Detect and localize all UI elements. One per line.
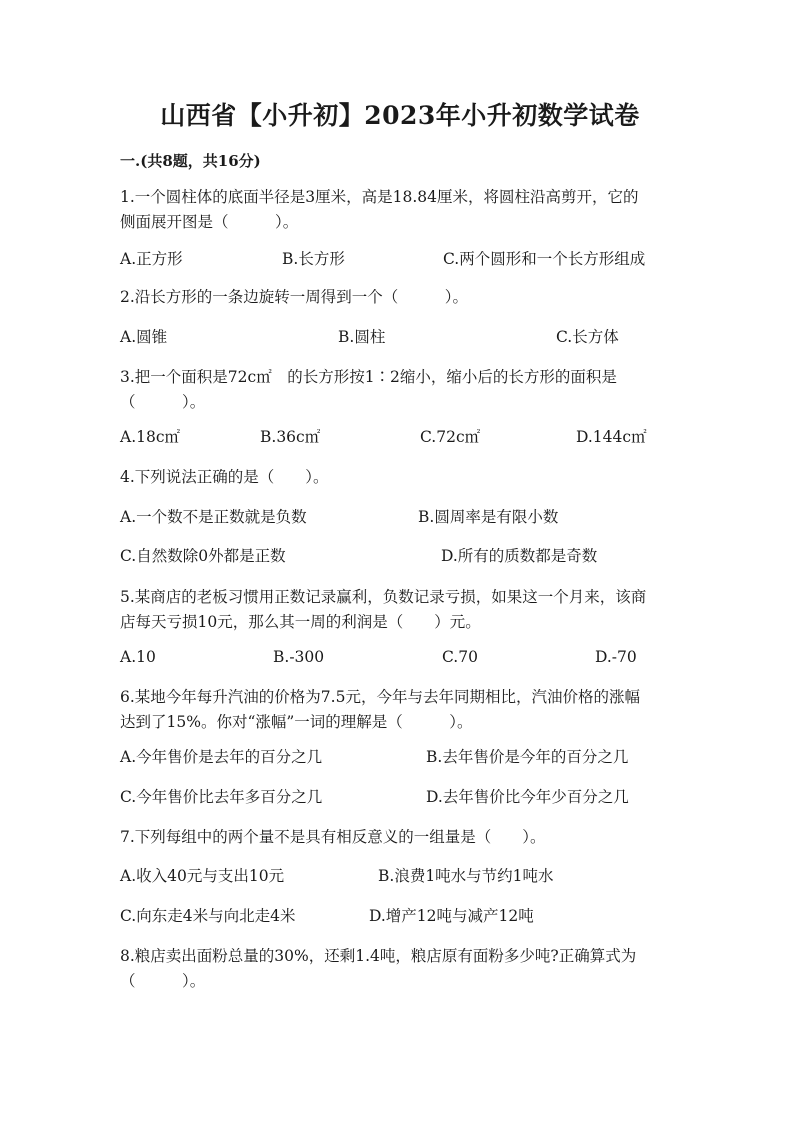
option-a: A.一个数不是正数就是负数 — [120, 508, 307, 526]
option-d: D.-70 — [595, 648, 637, 666]
question-line: 店每天亏损10元，那么其一周的利润是（ ）元。 — [120, 613, 481, 631]
option-c: C.两个圆形和一个长方形组成 — [443, 250, 646, 268]
option-c: C.自然数除0外都是正数 — [120, 547, 286, 565]
option-a: A.今年售价是去年的百分之几 — [120, 748, 323, 766]
question-5 — [120, 585, 680, 635]
question-6 — [120, 685, 680, 735]
question-line: 2.沿长方形的一条边旋转一周得到一个（ ）。 — [120, 288, 469, 306]
option-a: A.正方形 — [120, 250, 183, 268]
option-d: D.144c㎡ — [576, 428, 647, 446]
option-c: C.长方体 — [556, 328, 619, 346]
question-4 — [120, 465, 680, 490]
option-b: B.-300 — [273, 648, 325, 666]
question-line: 4.下列说法正确的是（ ）。 — [120, 468, 329, 486]
option-b: B.浪费1吨水与节约1吨水 — [378, 867, 554, 885]
question-7 — [120, 825, 680, 850]
question-line: 达到了15%。你对“涨幅”一词的理解是（ ）。 — [120, 713, 473, 731]
option-c: C.今年售价比去年多百分之几 — [120, 788, 323, 806]
option-a: A.收入40元与支出10元 — [120, 867, 285, 885]
question-8 — [120, 944, 680, 994]
question-3 — [120, 365, 680, 415]
option-b: B.36c㎡ — [260, 428, 321, 446]
question-line: 3.把一个面积是72c㎡ 的长方形按1∶2缩小，缩小后的长方形的面积是 — [120, 368, 617, 386]
question-line: （ ）。 — [120, 972, 206, 990]
option-b: B.去年售价是今年的百分之几 — [426, 748, 629, 766]
option-b: B.圆柱 — [338, 328, 386, 346]
option-c: C.向东走4米与向北走4米 — [120, 907, 296, 925]
option-a: A.18c㎡ — [120, 428, 181, 446]
option-d: D.去年售价比今年少百分之几 — [426, 788, 629, 806]
question-line: 1.一个圆柱体的底面半径是3厘米，高是18.84厘米，将圆柱沿高剪开，它的 — [120, 188, 639, 206]
question-line: 侧面展开图是（ ）。 — [120, 213, 299, 231]
question-line: 6.某地今年每升汽油的价格为7.5元，今年与去年同期相比，汽油价格的涨幅 — [120, 688, 640, 706]
question-line: 8.粮店卖出面粉总量的30%，还剩1.4吨，粮店原有面粉多少吨?正确算式为 — [120, 947, 637, 965]
option-a: A.10 — [120, 648, 156, 666]
option-c: C.72c㎡ — [420, 428, 481, 446]
question-2 — [120, 285, 680, 310]
option-d: D.增产12吨与减产12吨 — [369, 907, 534, 925]
question-1 — [120, 185, 680, 235]
page-title: 山西省【小升初】2023年小升初数学试卷 — [160, 101, 640, 130]
question-line: （ ）。 — [120, 393, 206, 411]
section-heading: 一.(共8题，共16分) — [120, 152, 261, 170]
question-line: 7.下列每组中的两个量不是具有相反意义的一组量是（ ）。 — [120, 828, 546, 846]
option-b: B.圆周率是有限小数 — [418, 508, 559, 526]
option-a: A.圆锥 — [120, 328, 168, 346]
option-b: B.长方形 — [282, 250, 345, 268]
option-d: D.所有的质数都是奇数 — [441, 547, 598, 565]
option-c: C.70 — [442, 648, 478, 666]
question-line: 5.某商店的老板习惯用正数记录赢利，负数记录亏损，如果这一个月来，该商 — [120, 588, 647, 606]
